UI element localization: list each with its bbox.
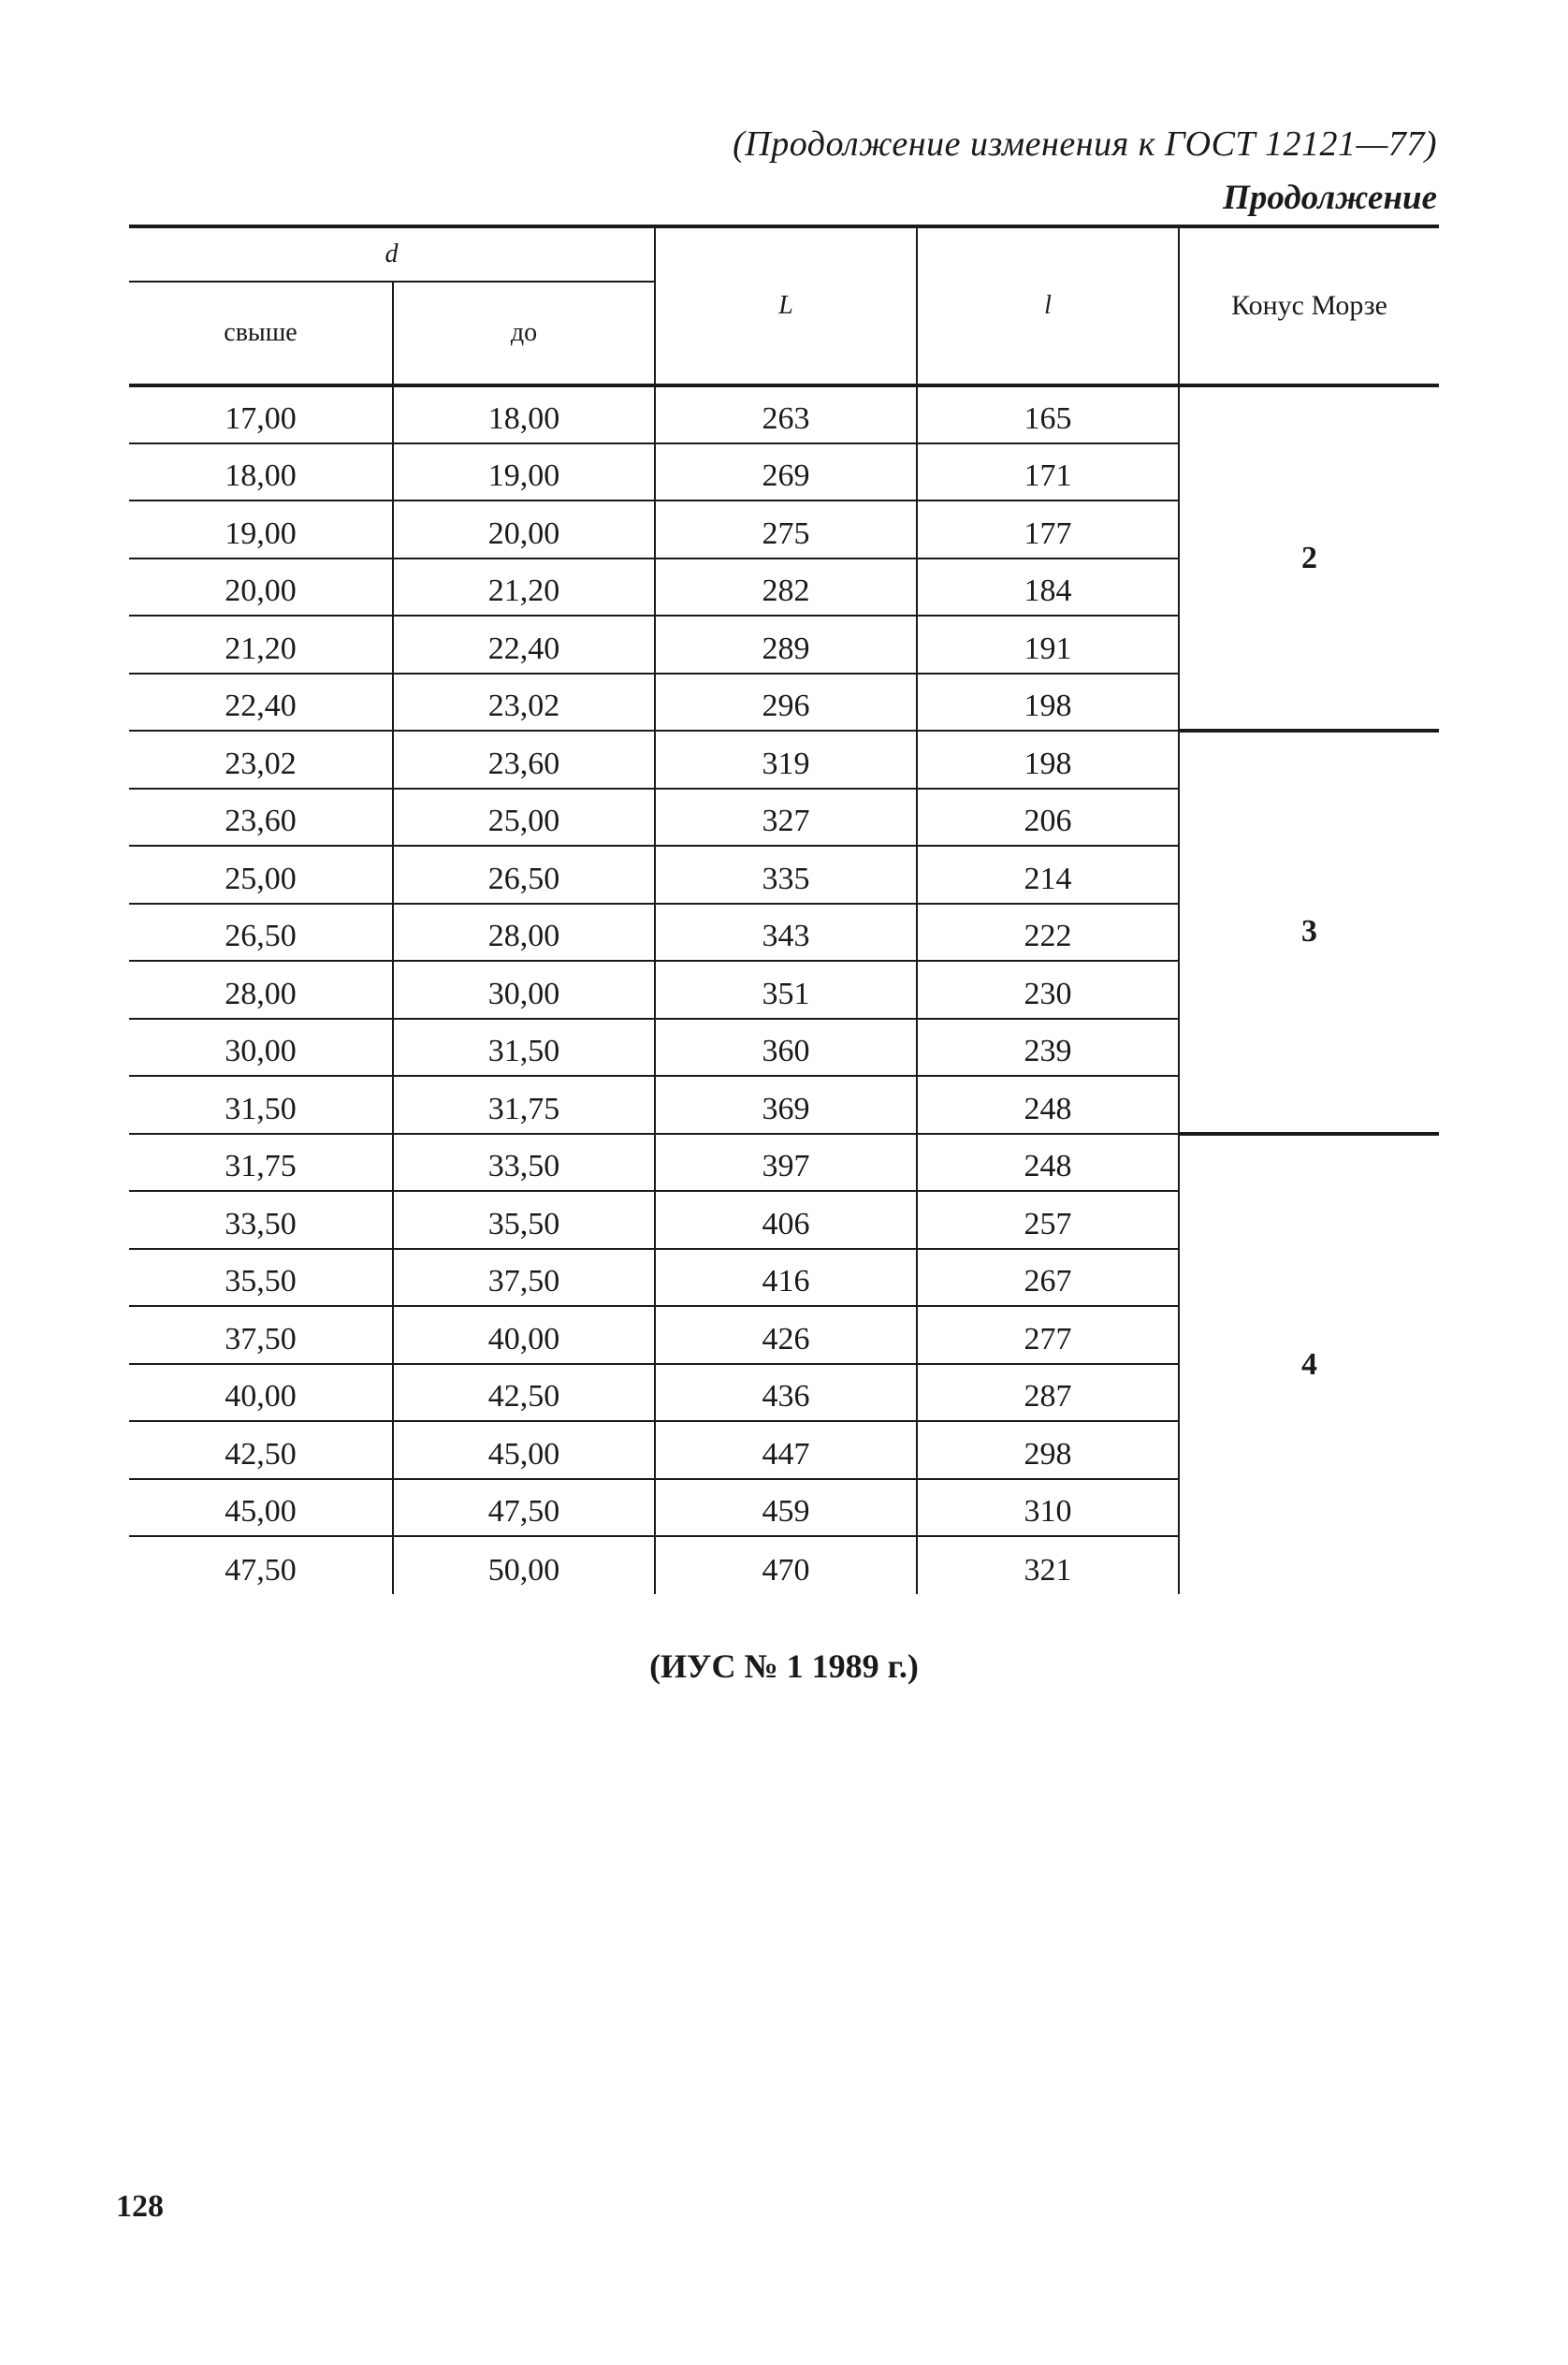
cell-over: 40,00	[129, 1364, 393, 1422]
table-row	[129, 731, 1439, 789]
cell-l-length: 296	[655, 674, 917, 732]
cell-over: 18,00	[129, 443, 393, 501]
cell-l-length: 447	[655, 1421, 917, 1479]
cell-upto: 18,00	[393, 385, 655, 443]
cell-morse-taper: 4	[1301, 1346, 1317, 1382]
header-l: l	[917, 226, 1179, 385]
cell-upto: 28,00	[393, 904, 655, 962]
cell-l-length: 369	[655, 1076, 917, 1134]
cell-l-length: 289	[655, 616, 917, 674]
cell-over: 20,00	[129, 559, 393, 617]
cell-l: 287	[917, 1364, 1179, 1422]
cell-over: 33,50	[129, 1191, 393, 1249]
cell-upto: 26,50	[393, 846, 655, 904]
cell-upto: 40,00	[393, 1306, 655, 1364]
cell-l: 267	[917, 1249, 1179, 1307]
cell-l-length: 282	[655, 559, 917, 617]
cell-upto: 42,50	[393, 1364, 655, 1422]
cell-l: 298	[917, 1421, 1179, 1479]
cell-over: 30,00	[129, 1019, 393, 1077]
cell-l-length: 470	[655, 1536, 917, 1594]
cell-l: 214	[917, 846, 1179, 904]
dimensions-table	[129, 225, 1439, 1594]
cell-over: 17,00	[129, 385, 393, 443]
cell-l-length: 327	[655, 789, 917, 847]
cell-l-length: 335	[655, 846, 917, 904]
cell-over: 26,50	[129, 904, 393, 962]
cell-l: 248	[917, 1076, 1179, 1134]
cell-upto: 21,20	[393, 559, 655, 617]
cell-upto: 31,75	[393, 1076, 655, 1134]
cell-l: 184	[917, 559, 1179, 617]
cell-l: 310	[917, 1479, 1179, 1537]
cell-upto: 50,00	[393, 1536, 655, 1594]
cell-l-length: 351	[655, 961, 917, 1019]
cell-l: 230	[917, 961, 1179, 1019]
cell-l: 198	[917, 674, 1179, 732]
cell-upto: 35,50	[393, 1191, 655, 1249]
cell-l: 206	[917, 789, 1179, 847]
header-over: свыше	[129, 282, 393, 385]
cell-l: 277	[917, 1306, 1179, 1364]
cell-over: 31,50	[129, 1076, 393, 1134]
cell-upto: 30,00	[393, 961, 655, 1019]
cell-upto: 25,00	[393, 789, 655, 847]
cell-l: 248	[917, 1134, 1179, 1192]
header-L: L	[655, 226, 917, 385]
cell-l: 165	[917, 385, 1179, 443]
cell-over: 31,75	[129, 1134, 393, 1192]
cell-over: 23,02	[129, 731, 393, 789]
cell-l: 177	[917, 501, 1179, 559]
cell-l: 239	[917, 1019, 1179, 1077]
cell-over: 22,40	[129, 674, 393, 732]
continuation-label: Продолжение	[1223, 179, 1437, 217]
cell-l-length: 397	[655, 1134, 917, 1192]
cell-over: 45,00	[129, 1479, 393, 1537]
cell-over: 42,50	[129, 1421, 393, 1479]
cell-upto: 45,00	[393, 1421, 655, 1479]
cell-over: 21,20	[129, 616, 393, 674]
cell-l-length: 406	[655, 1191, 917, 1249]
cell-l: 257	[917, 1191, 1179, 1249]
cell-upto: 47,50	[393, 1479, 655, 1537]
cell-upto: 23,60	[393, 731, 655, 789]
cell-upto: 23,02	[393, 674, 655, 732]
cell-l-length: 436	[655, 1364, 917, 1422]
header-upto: до	[393, 282, 655, 385]
cell-morse-taper: 3	[1179, 731, 1439, 1134]
cell-upto: 31,50	[393, 1019, 655, 1077]
cell-upto: 33,50	[393, 1134, 655, 1192]
page-number: 128	[116, 2189, 164, 2224]
cell-over: 19,00	[129, 501, 393, 559]
cell-l-length: 360	[655, 1019, 917, 1077]
cell-l: 191	[917, 616, 1179, 674]
cell-l: 198	[917, 731, 1179, 789]
cell-over: 25,00	[129, 846, 393, 904]
cell-l-length: 269	[655, 443, 917, 501]
cell-l: 222	[917, 904, 1179, 962]
cell-l-length: 263	[655, 385, 917, 443]
table-row	[129, 1134, 1439, 1192]
cell-upto: 22,40	[393, 616, 655, 674]
cell-l-length: 275	[655, 501, 917, 559]
cell-over: 28,00	[129, 961, 393, 1019]
cell-over: 23,60	[129, 789, 393, 847]
cell-over: 37,50	[129, 1306, 393, 1364]
cell-l-length: 343	[655, 904, 917, 962]
document-header: (Продолжение изменения к ГОСТ 12121—77)	[733, 124, 1437, 164]
cell-l: 321	[917, 1536, 1179, 1594]
cell-l-length: 459	[655, 1479, 917, 1537]
cell-upto: 19,00	[393, 443, 655, 501]
table-row	[129, 385, 1439, 443]
table-body	[129, 385, 1439, 1594]
cell-l-length: 416	[655, 1249, 917, 1307]
amendment-reference: (ИУС № 1 1989 г.)	[649, 1647, 919, 1685]
cell-l-length: 319	[655, 731, 917, 789]
cell-upto: 37,50	[393, 1249, 655, 1307]
cell-morse-taper: 2	[1179, 385, 1439, 731]
cell-upto: 20,00	[393, 501, 655, 559]
cell-l: 171	[917, 443, 1179, 501]
header-morse-taper: Конус Морзе	[1179, 226, 1439, 385]
cell-over: 47,50	[129, 1536, 393, 1594]
cell-over: 35,50	[129, 1249, 393, 1307]
cell-l-length: 426	[655, 1306, 917, 1364]
header-d: d	[129, 226, 655, 282]
